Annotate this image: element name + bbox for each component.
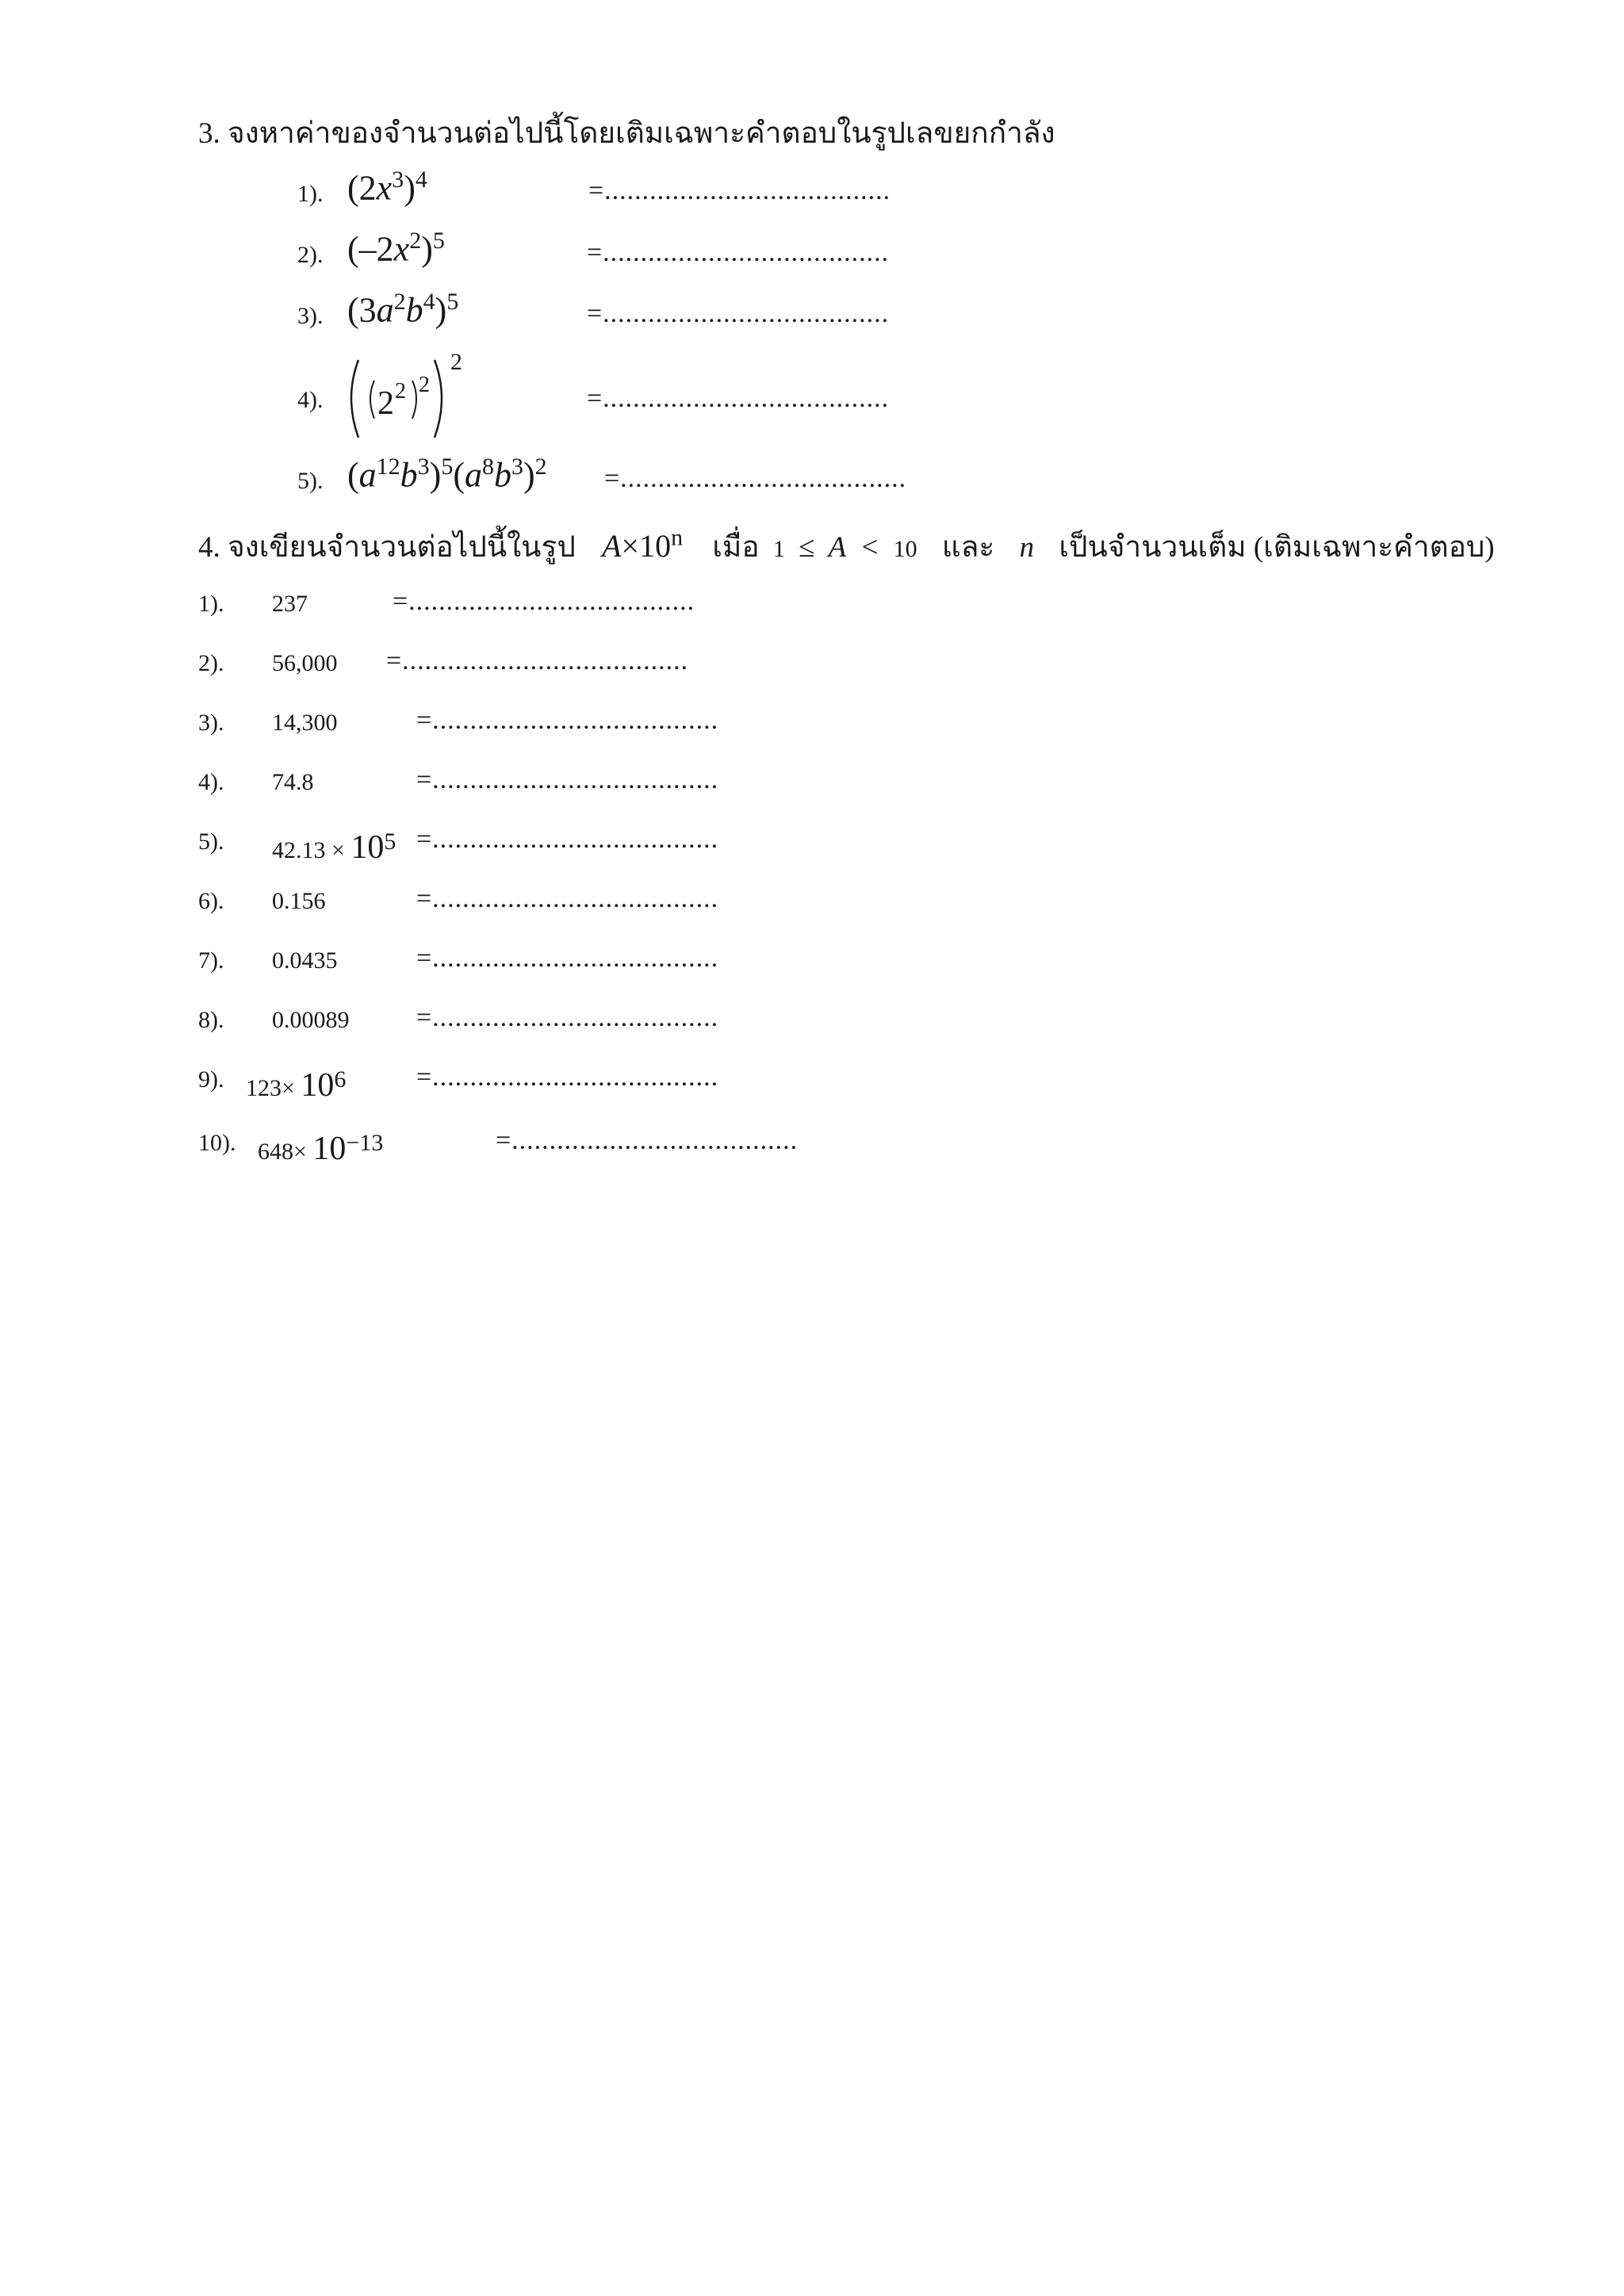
section-4-one: 1	[772, 536, 785, 562]
svg-text:2: 2	[377, 385, 394, 422]
s4-item6-value: 0.156	[272, 888, 326, 914]
section-4-form: $A\times 10^n$	[602, 524, 684, 564]
s4-item3-number: 3).	[198, 710, 224, 736]
s4-item5-answer-blank[interactable]: =......................................	[416, 825, 719, 854]
s3-item5-number: 5).	[297, 468, 324, 494]
s4-item2-value: 56,000	[272, 650, 338, 676]
section-4-when: เมื่อ	[712, 531, 760, 564]
s4-item4-number: 4).	[198, 769, 224, 795]
s4-item10-value: 648	[258, 1138, 293, 1165]
section-4-and: และ	[941, 531, 995, 564]
section-4-var-n: n	[1019, 531, 1035, 564]
s3-item3-number: 3).	[297, 303, 324, 329]
s4-item1-number: 1).	[198, 591, 224, 617]
s3-item1-expression: $(2x^3)^4$	[347, 166, 427, 208]
s3-item3-answer-blank[interactable]: =......................................	[587, 299, 890, 328]
s4-item6-answer-blank[interactable]: =......................................	[416, 884, 719, 913]
s3-item4-number: 4).	[297, 387, 324, 413]
section-4-title-suffix: เป็นจำนวนเต็ม (เติมเฉพาะคำตอบ)	[1059, 531, 1495, 564]
section-4-lt: <	[861, 531, 879, 564]
s3-item4-expression	[341, 346, 476, 449]
s4-item9-number: 9).	[198, 1066, 224, 1093]
s4-item10-expression: 648× 10−13	[258, 1130, 384, 1167]
s3-item3-expression: $(3a^2b^4)^5$	[347, 289, 459, 330]
section-4-ten: 10	[893, 536, 917, 562]
s4-item3-value: 14,300	[272, 710, 338, 736]
s4-item7-answer-blank[interactable]: =......................................	[416, 943, 719, 973]
s4-item9-value: 123	[246, 1075, 282, 1101]
section-3-title: 3. จงหาค่าของจำนวนต่อไปนี้โดยเติมเฉพาะคำตอบในรูปเลขยกกำลัง	[198, 117, 1055, 150]
s4-item1-answer-blank[interactable]: =......................................	[393, 587, 695, 616]
s4-item6-number: 6).	[198, 888, 224, 914]
svg-text:2: 2	[450, 349, 462, 375]
s4-item10-number: 10).	[198, 1130, 236, 1156]
s4-item5-value: 42.13	[272, 837, 326, 863]
section-4-title-prefix: 4. จงเขียนจำนวนต่อไปนี้ในรูป	[198, 531, 576, 564]
s3-item2-number: 2).	[297, 242, 324, 268]
s3-item4-answer-blank[interactable]: =......................................	[587, 384, 890, 413]
s4-item8-answer-blank[interactable]: =......................................	[416, 1003, 719, 1032]
s4-item4-answer-blank[interactable]: =......................................	[416, 765, 719, 794]
s4-item9-answer-blank[interactable]: =......................................	[416, 1062, 719, 1092]
section-4-leq: ≤	[799, 531, 815, 564]
s4-item7-value: 0.0435	[272, 947, 338, 974]
s4-item5-number: 5).	[198, 828, 224, 855]
section-4-var-a: A	[828, 531, 847, 564]
s3-item1-answer-blank[interactable]: =......................................	[588, 176, 891, 205]
svg-text:2: 2	[419, 373, 430, 397]
s4-item5-expression: 42.13 × 105	[272, 828, 396, 866]
svg-text:2: 2	[395, 379, 406, 404]
s4-item8-value: 0.00089	[272, 1007, 350, 1033]
section-4-title	[198, 523, 1495, 570]
s4-item3-answer-blank[interactable]: =......................................	[416, 706, 719, 735]
s4-item8-number: 8).	[198, 1007, 224, 1033]
s3-item5-answer-blank[interactable]: =......................................	[604, 464, 907, 493]
s3-item2-answer-blank[interactable]: =......................................	[587, 238, 890, 267]
s4-item9-expression: 123× 106	[246, 1066, 347, 1104]
s4-item2-number: 2).	[198, 650, 224, 676]
s3-item1-number: 1).	[297, 181, 324, 207]
s4-item7-number: 7).	[198, 947, 224, 974]
s4-item1-value: 237	[272, 591, 308, 617]
s4-item10-answer-blank[interactable]: =......................................	[496, 1126, 799, 1155]
s3-item2-expression: $(-2x^2)^5$	[347, 228, 445, 269]
s4-item4-value: 74.8	[272, 769, 314, 795]
s3-item5-expression: $(a^{12}b^3)^5(a^8b^3)^2$	[347, 453, 547, 495]
s4-item2-answer-blank[interactable]: =......................................	[386, 646, 689, 675]
